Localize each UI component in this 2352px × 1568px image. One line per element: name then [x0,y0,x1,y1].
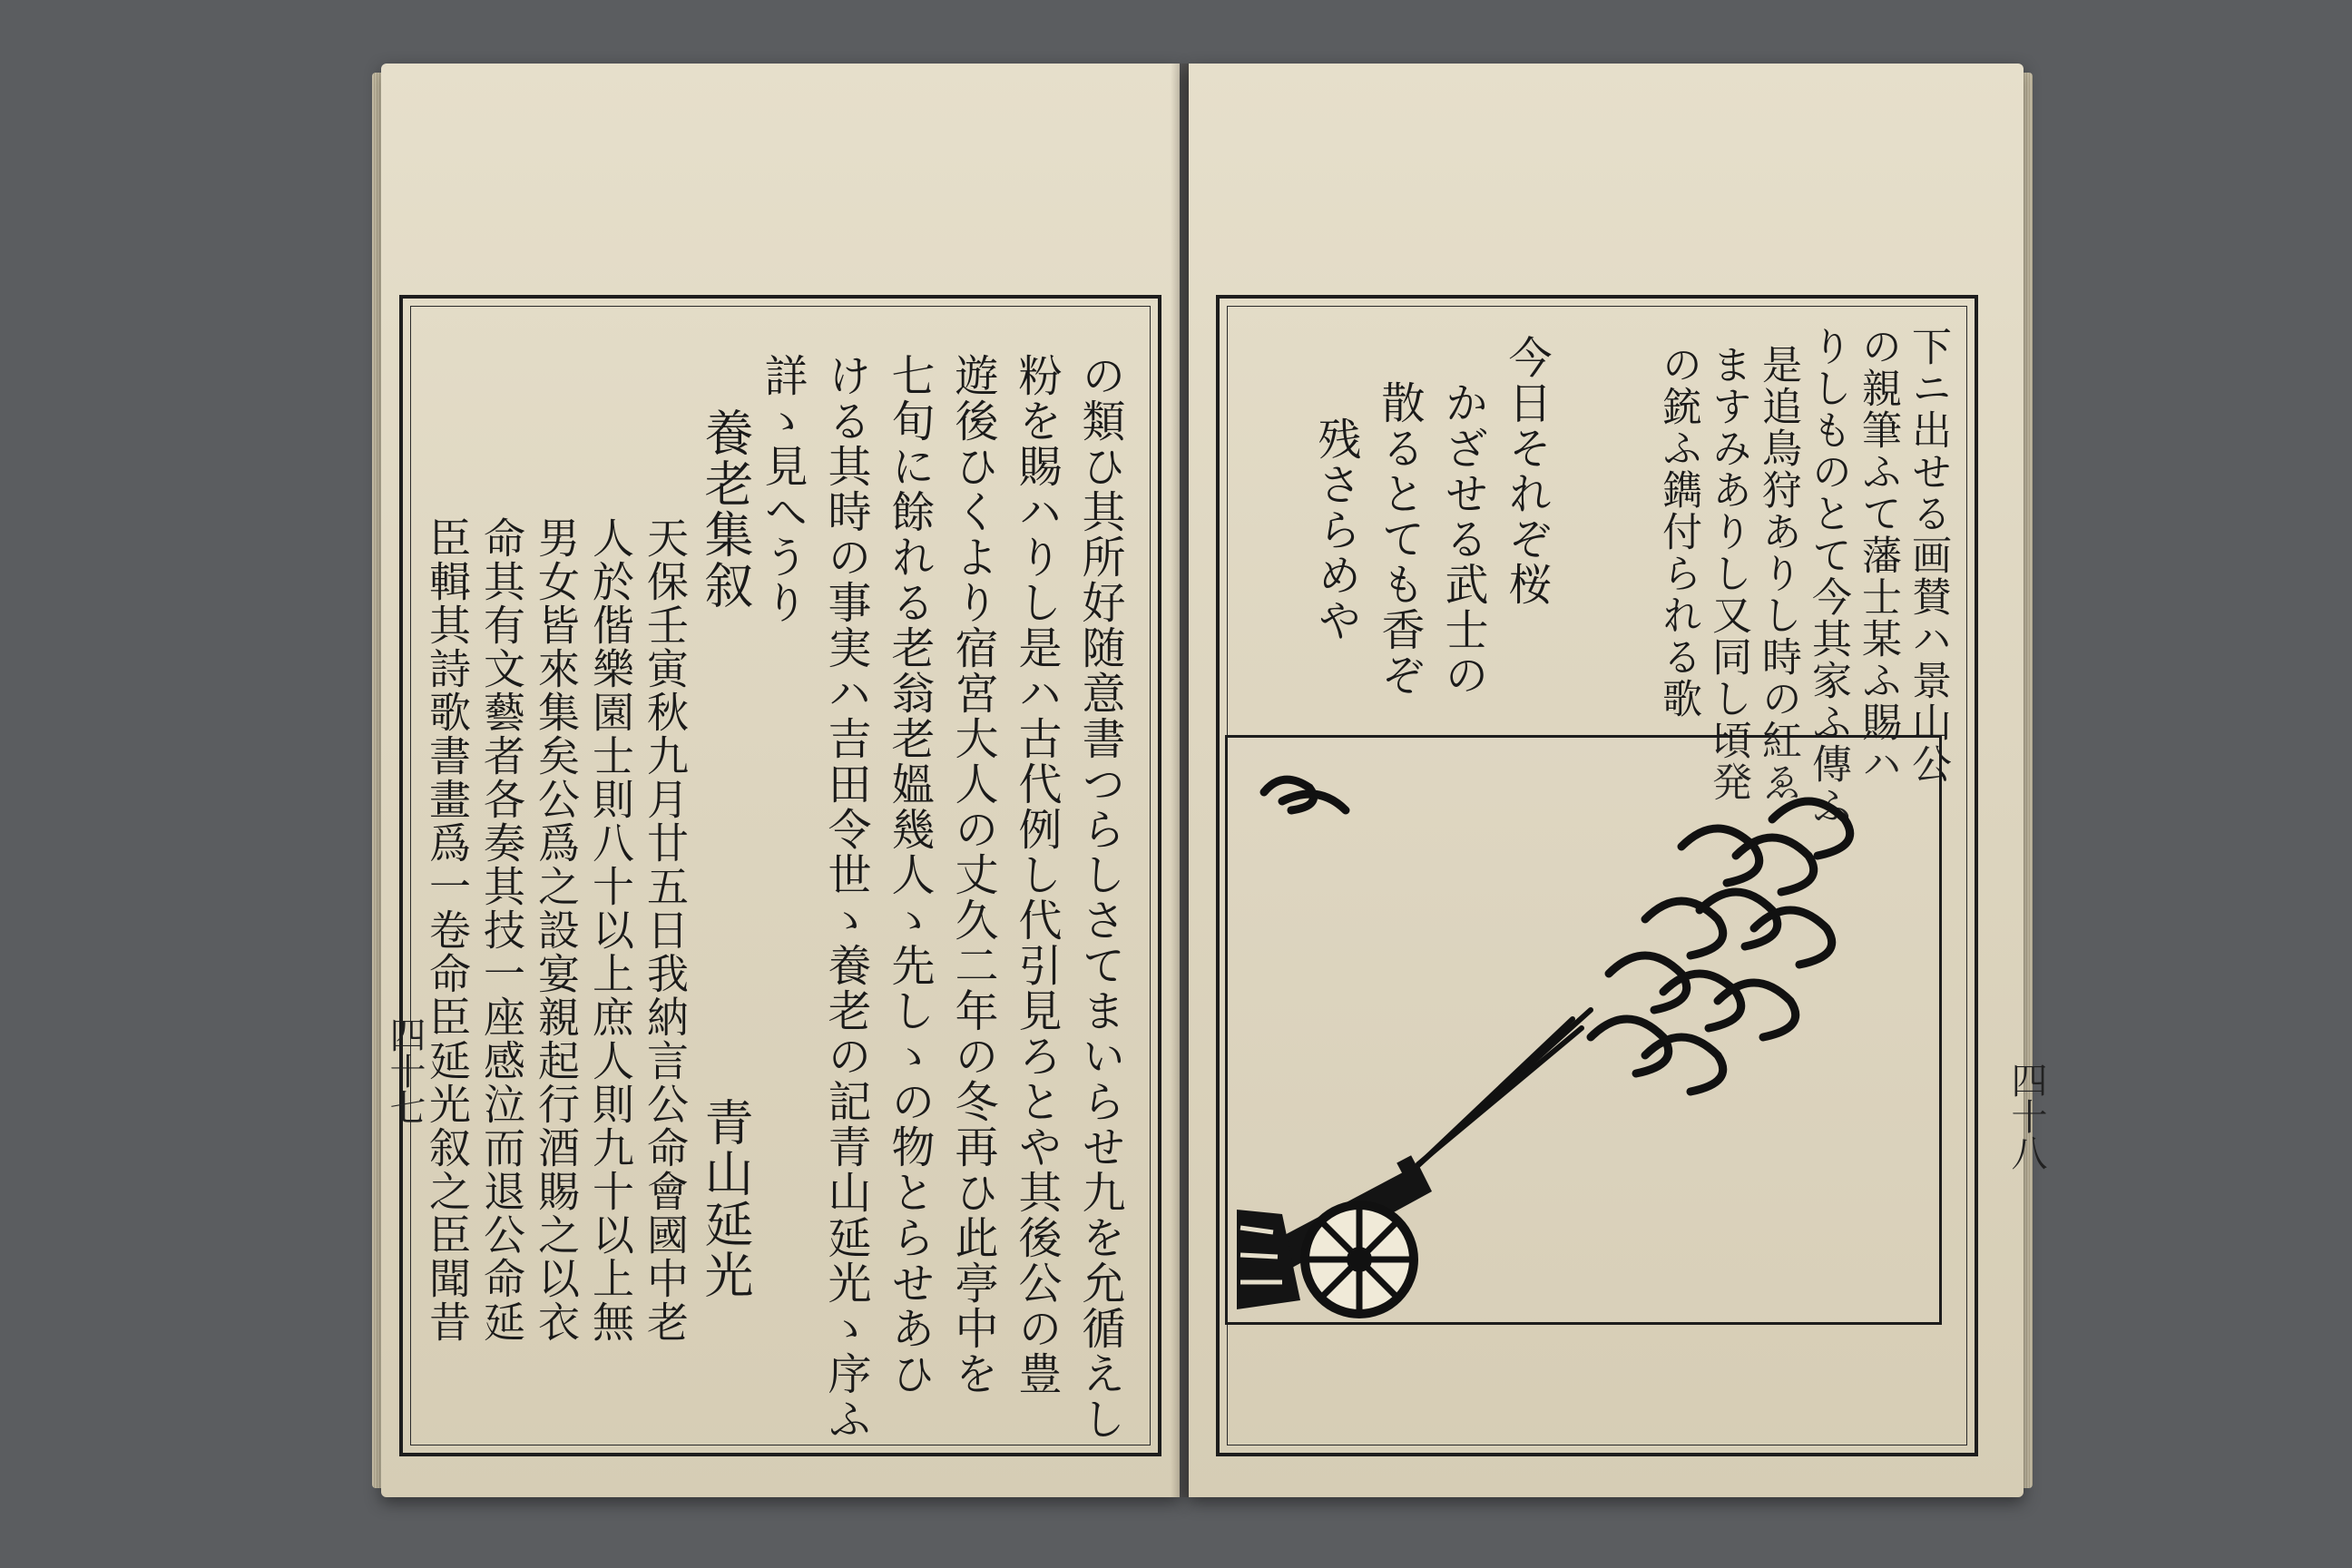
kanbun-column: 命其有文藝者各奏其技一座感泣而退公命延 [477,516,526,1344]
poem-line: 今日それぞ桜 [1501,335,1552,607]
text-column: りしものとて今其家ふ傳ふ [1805,326,1851,827]
text-column: 七旬に餘れる老翁老媼幾人ゝ先しゝの物とらせあひ [884,353,935,1396]
poem-line: かざせる武士の [1437,380,1488,698]
text-column: の銃ふ鐫付られる歌 [1655,344,1701,720]
open-book [372,64,2047,1506]
text-column: 下ニ出せる画賛ハ景山公 [1905,326,1951,785]
poem-line: 残さらめや [1310,416,1361,643]
poem-line: 散るとても香ぞ [1374,380,1425,698]
folio-number-right: 四十八 [2005,1062,2047,1171]
kanbun-column: 臣輯其詩歌書畫爲一卷命臣延光叙之臣聞昔 [423,516,472,1344]
kanbun-column: 男女皆來集矣公爲之設宴親起行酒賜之以衣 [532,516,581,1344]
text-column: 是追鳥狩ありし時の紅ゑ [1755,344,1801,803]
section-heading: 養老集叙 [697,407,754,611]
left-page [381,64,1180,1497]
text-column: の類ひ其所好随意書つらしさてまいらせ九を允循えし [1074,353,1125,1442]
left-text-frame [399,295,1161,1456]
cannon-drawing [1228,738,1939,1322]
text-column: 遊後ひくより宿宮大人の丈久二年の冬再ひ此亭中を [947,353,998,1396]
folio-number-left: 四十七 [384,1016,426,1125]
text-column: 詳ゝ見へうり [757,353,808,625]
author-name: 青山延光 [697,1097,754,1300]
kanbun-column: 天保壬寅秋九月廿五日我納言公命會國中老 [641,516,690,1344]
text-column: ますみありし又同し頃発 [1705,344,1751,803]
text-column: 粉を賜ハりし是ハ古代例し代引見ろとや其後公の豊 [1011,353,1062,1396]
text-column: ける其時の事実ハ吉田令世ゝ養老の記青山延光ゝ序ふ [820,353,871,1442]
kanbun-column: 人於偕樂園士則八十以上庶人則九十以上無 [586,516,635,1344]
text-column: の親筆ふて藩士某ふ賜ハ [1855,326,1901,785]
cannon-illustration [1225,735,1942,1325]
